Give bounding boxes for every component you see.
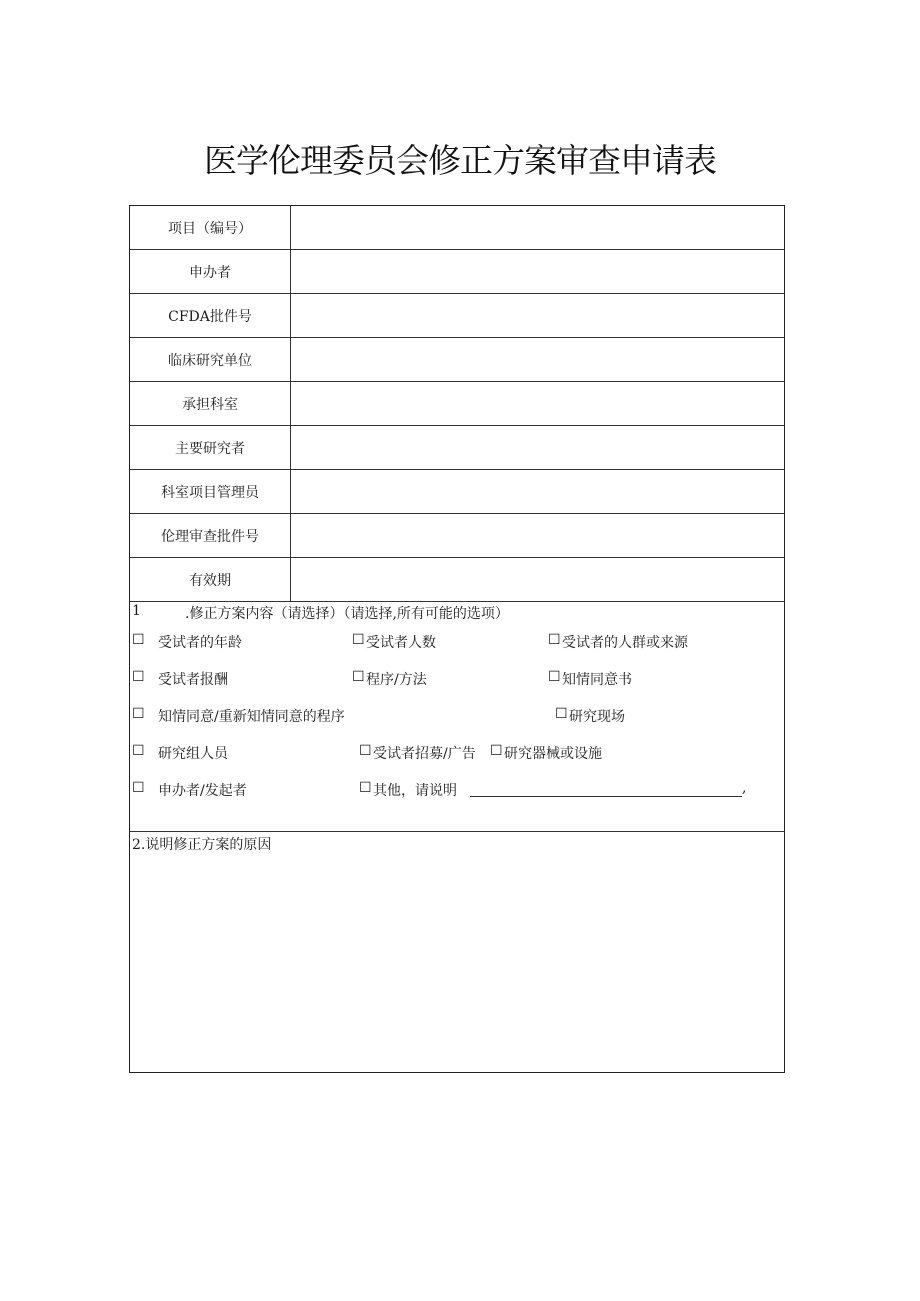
field-label: 主要研究者 bbox=[130, 426, 291, 469]
field-label: 临床研究单位 bbox=[130, 338, 291, 381]
section-number: 1 bbox=[132, 603, 141, 619]
amendment-content-section bbox=[130, 601, 784, 832]
sponsor-input[interactable] bbox=[291, 250, 784, 293]
checkbox-recruitment-ads[interactable]: ☐ bbox=[359, 743, 372, 759]
checkbox-subject-population[interactable]: ☐ bbox=[548, 632, 561, 648]
validity-period-input[interactable] bbox=[291, 558, 784, 601]
field-row-sponsor bbox=[130, 250, 784, 294]
checkbox-procedure-method[interactable]: ☐ bbox=[352, 669, 365, 685]
checkbox-research-staff[interactable]: ☐ bbox=[132, 743, 145, 759]
checkbox-subject-compensation[interactable]: ☐ bbox=[132, 669, 145, 685]
option-label: 受试者招募/广告 bbox=[373, 746, 476, 762]
option-label: 研究器械或设施 bbox=[504, 746, 602, 762]
option-label: 研究现场 bbox=[569, 709, 625, 725]
cfda-number-input[interactable] bbox=[291, 294, 784, 337]
page-title: 医学伦理委员会修正方案审查申请表 bbox=[204, 141, 716, 180]
field-label: 有效期 bbox=[130, 558, 291, 601]
field-label: CFDA批件号 bbox=[130, 294, 291, 337]
other-specify-input[interactable] bbox=[470, 796, 742, 797]
field-row-ethics-approval-number bbox=[130, 514, 784, 558]
field-row-project-manager bbox=[130, 470, 784, 514]
field-row-cfda-number bbox=[130, 294, 784, 338]
checkbox-consent-procedure[interactable]: ☐ bbox=[132, 706, 145, 722]
option-label: 知情同意/重新知情同意的程序 bbox=[158, 709, 345, 725]
option-label: 研究组人员 bbox=[158, 746, 228, 762]
option-label: 知情同意书 bbox=[562, 672, 632, 688]
field-label: 承担科室 bbox=[130, 382, 291, 425]
field-row-project-number bbox=[130, 206, 784, 250]
option-label: 程序/方法 bbox=[366, 672, 427, 688]
checkbox-sponsor-initiator[interactable]: ☐ bbox=[132, 780, 145, 796]
project-number-input[interactable] bbox=[291, 206, 784, 249]
trailing-mark: , bbox=[742, 780, 747, 796]
option-label: 申办者/发起者 bbox=[158, 783, 247, 799]
department-input[interactable] bbox=[291, 382, 784, 425]
field-label: 科室项目管理员 bbox=[130, 470, 291, 513]
field-label: 伦理审查批件号 bbox=[130, 514, 291, 557]
section-heading: .修正方案内容（请选择）（请选择,所有可能的选项） bbox=[185, 606, 509, 622]
option-label: 其他，请说明 bbox=[373, 783, 457, 799]
principal-investigator-input[interactable] bbox=[291, 426, 784, 469]
checkbox-devices-facilities[interactable]: ☐ bbox=[490, 743, 503, 759]
option-label: 受试者的年龄 bbox=[158, 635, 242, 651]
application-form bbox=[129, 205, 785, 1073]
ethics-approval-number-input[interactable] bbox=[291, 514, 784, 557]
option-label: 受试者人数 bbox=[366, 635, 436, 651]
checkbox-research-site[interactable]: ☐ bbox=[555, 706, 568, 722]
checkbox-other[interactable]: ☐ bbox=[359, 780, 372, 796]
field-row-research-unit bbox=[130, 338, 784, 382]
field-label: 项目（编号） bbox=[130, 206, 291, 249]
field-row-principal-investigator bbox=[130, 426, 784, 470]
field-label: 申办者 bbox=[130, 250, 291, 293]
field-row-department bbox=[130, 382, 784, 426]
research-unit-input[interactable] bbox=[291, 338, 784, 381]
project-manager-input[interactable] bbox=[291, 470, 784, 513]
option-label: 受试者的人群或来源 bbox=[562, 635, 688, 651]
amendment-reason-section bbox=[130, 832, 784, 1072]
checkbox-informed-consent-form[interactable]: ☐ bbox=[548, 669, 561, 685]
option-label: 受试者报酬 bbox=[158, 672, 228, 688]
section-heading: 2.说明修正方案的原因 bbox=[132, 837, 272, 853]
field-row-validity-period bbox=[130, 558, 784, 602]
checkbox-subject-age[interactable]: ☐ bbox=[132, 632, 145, 648]
amendment-reason-textarea[interactable] bbox=[130, 832, 784, 1070]
checkbox-subject-count[interactable]: ☐ bbox=[352, 632, 365, 648]
